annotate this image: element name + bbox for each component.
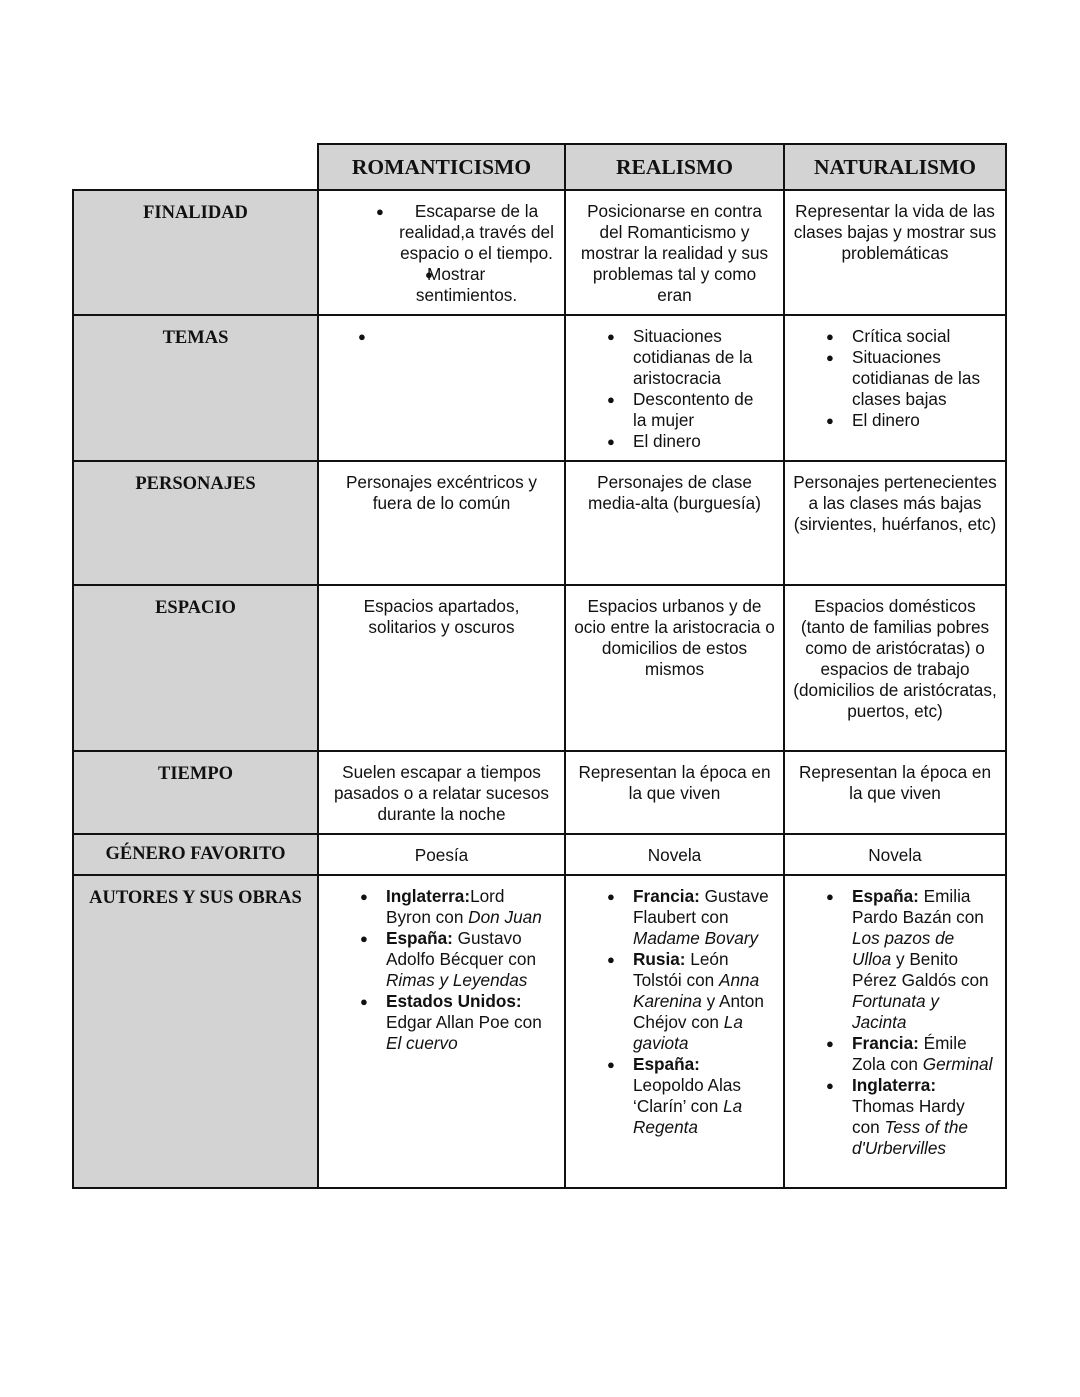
tiempo-romanticismo: Suelen escapar a tiempos pasados o a relatar sucesos durante la noche [318, 751, 565, 834]
row-header-tiempo: TIEMPO [73, 751, 318, 834]
row-header-personajes: PERSONAJES [73, 461, 318, 585]
row-espacio [73, 585, 1006, 751]
genero-realismo: Novela [565, 834, 784, 875]
list-item: ● Descontento de la mujer [600, 389, 769, 431]
row-finalidad [73, 190, 1006, 315]
list-item [351, 326, 556, 347]
list-item: ● Rusia: León Tolstói con Anna Karenina y Anton Chéjov con La gaviota [600, 949, 773, 1054]
column-header-romanticismo: ROMANTICISMO [318, 144, 565, 190]
row-header-genero: GÉNERO FAVORITO [73, 834, 318, 875]
row-header-temas: TEMAS [73, 315, 318, 461]
list-item: ● España: Gustavo Adolfo Bécquer con Rimas y Leyendas [353, 928, 554, 991]
personajes-romanticismo: Personajes excéntricos y fuera de lo común [318, 461, 565, 585]
list-item-continuation: sentimientos. [415, 285, 518, 305]
genero-romanticismo: Poesía [318, 834, 565, 875]
row-temas [73, 315, 1006, 461]
list-item: ● Escaparse de la realidad,a través del espacio o el tiempo. [369, 201, 556, 264]
genero-naturalismo: Novela [784, 834, 1006, 875]
espacio-naturalismo: Espacios domésticos (tanto de familias pobres como de aristócratas) o espacios de trabajo (domicilios de aristócratas, puertos, etc) [784, 585, 1006, 751]
list-item: ● Inglaterra: Thomas Hardy con Tess of the d'Urbervilles [819, 1075, 995, 1159]
autores-romanticismo [318, 875, 565, 1188]
autores-realismo [565, 875, 784, 1188]
row-header-espacio: ESPACIO [73, 585, 318, 751]
row-tiempo [73, 751, 1006, 834]
column-header-realismo: REALISMO [565, 144, 784, 190]
list-item: ● Crítica social [819, 326, 991, 347]
list-item: ● Estados Unidos: Edgar Allan Poe con El cuervo [353, 991, 554, 1054]
literary-movements-table [72, 143, 1007, 1189]
list-item: ● España: Leopoldo Alas ‘Clarín’ con La Regenta [600, 1054, 773, 1138]
row-header-finalidad: FINALIDAD [73, 190, 318, 315]
temas-romanticismo [318, 315, 565, 461]
autores-naturalismo [784, 875, 1006, 1188]
espacio-realismo: Espacios urbanos y de ocio entre la aristocracia o domicilios de estos mismos [565, 585, 784, 751]
row-personajes [73, 461, 1006, 585]
finalidad-naturalismo: Representar la vida de las clases bajas y mostrar sus problemáticas [784, 190, 1006, 315]
row-header-autores: AUTORES Y SUS OBRAS [73, 875, 318, 1188]
temas-naturalismo [784, 315, 1006, 461]
list-item: ● Situaciones cotidianas de la aristocracia [600, 326, 769, 389]
finalidad-realismo: Posicionarse en contra del Romanticismo y mostrar la realidad y sus problemas tal y como eran [565, 190, 784, 315]
personajes-naturalismo: Personajes pertenecientes a las clases más bajas (sirvientes, huérfanos, etc) [784, 461, 1006, 585]
list-item: ● Situaciones cotidianas de las clases bajas [819, 347, 991, 410]
temas-realismo [565, 315, 784, 461]
list-item: ● Francia: Gustave Flaubert con Madame Bovary [600, 886, 773, 949]
column-header-naturalismo: NATURALISMO [784, 144, 1006, 190]
list-item: ● El dinero [600, 431, 769, 452]
list-item: ● Mostrar [369, 264, 556, 285]
list-item: ● Inglaterra:Lord Byron con Don Juan [353, 886, 554, 928]
espacio-romanticismo: Espacios apartados, solitarios y oscuros [318, 585, 565, 751]
header-row [73, 144, 1006, 190]
list-item: ● El dinero [819, 410, 991, 431]
tiempo-naturalismo: Representan la época en la que viven [784, 751, 1006, 834]
row-autores [73, 875, 1006, 1188]
personajes-realismo: Personajes de clase media-alta (burguesía) [565, 461, 784, 585]
list-item: ● España: Emilia Pardo Bazán con Los pazos de Ulloa y Benito Pérez Galdós con Fortunata y Jacinta [819, 886, 995, 1033]
row-genero-favorito [73, 834, 1006, 875]
corner-cell [73, 144, 318, 190]
tiempo-realismo: Representan la época en la que viven [565, 751, 784, 834]
finalidad-romanticismo [318, 190, 565, 315]
list-item: ● Francia: Émile Zola con Germinal [819, 1033, 995, 1075]
